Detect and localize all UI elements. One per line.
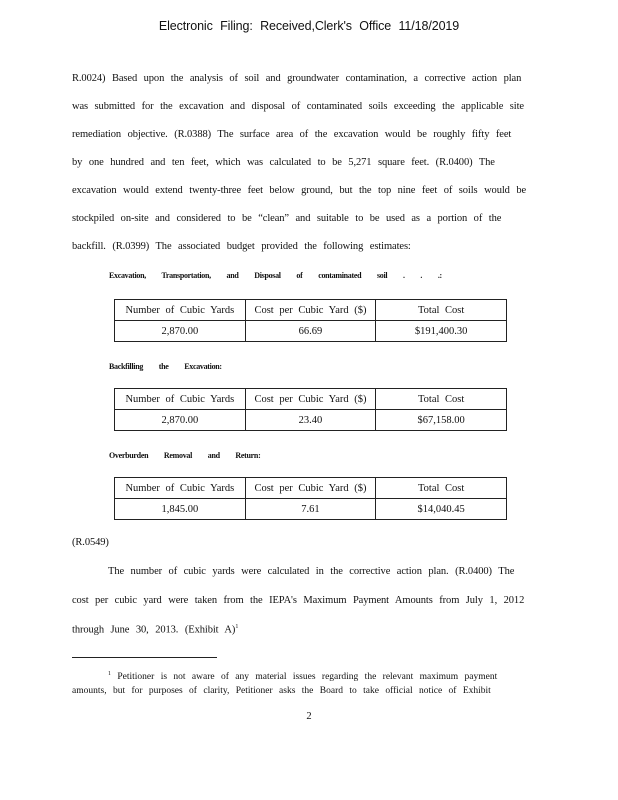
table-heading-backfilling: Backfilling the Excavation: bbox=[109, 362, 222, 371]
cost-table-excavation bbox=[114, 299, 507, 342]
table-cell: 2,870.00 bbox=[115, 410, 246, 431]
closing-line-text: through June 30, 2013. (Exhibit A) bbox=[72, 624, 236, 636]
cost-table-overburden bbox=[114, 477, 507, 520]
table-header-row bbox=[115, 300, 507, 321]
table-heading-excavation: Excavation, Transportation, and Disposal of contaminated soil . . .: bbox=[109, 271, 442, 280]
filing-stamp-header: Electronic Filing: Received,Clerk's Office 11/18/2019 bbox=[158, 19, 460, 33]
cost-table-backfilling bbox=[114, 388, 507, 431]
footnote-line: amounts, but for purposes of clarity, Petitioner asks the Board to take official notice of Exhibit bbox=[72, 686, 491, 696]
column-header: Total Cost bbox=[376, 300, 507, 321]
body-line: stockpiled on-site and considered to be “clean” and suitable to be used as a portion of the bbox=[72, 213, 502, 224]
column-header: Total Cost bbox=[376, 389, 507, 410]
body-line: by one hundred and ten feet, which was calculated to be 5,271 square feet. (R.0400) The bbox=[72, 157, 495, 168]
table-row bbox=[115, 410, 507, 431]
column-header: Cost per Cubic Yard ($) bbox=[245, 478, 376, 499]
footnote-divider bbox=[72, 657, 217, 658]
column-header: Cost per Cubic Yard ($) bbox=[245, 389, 376, 410]
closing-line: The number of cubic yards were calculated in the corrective action plan. (R.0400) The bbox=[108, 566, 515, 577]
body-line: was submitted for the excavation and disposal of contaminated soils exceeding the applicable site bbox=[72, 101, 524, 112]
column-header: Number of Cubic Yards bbox=[115, 389, 246, 410]
closing-line: cost per cubic yard were taken from the IEPA's Maximum Payment Amounts from July 1, 2012 bbox=[72, 595, 525, 606]
record-citation: (R.0549) bbox=[72, 537, 109, 548]
table-cell: 1,845.00 bbox=[115, 499, 246, 520]
column-header: Number of Cubic Yards bbox=[115, 478, 246, 499]
body-line: R.0024) Based upon the analysis of soil and groundwater contamination, a corrective action plan bbox=[72, 73, 522, 84]
footnote-line bbox=[108, 671, 497, 682]
table-cell: 66.69 bbox=[245, 321, 376, 342]
footnote-marker: 1 bbox=[108, 671, 111, 677]
table-heading-overburden: Overburden Removal and Return: bbox=[109, 451, 261, 460]
footnote-reference: 1 bbox=[235, 624, 239, 630]
table-header-row bbox=[115, 478, 507, 499]
body-line: backfill. (R.0399) The associated budget provided the following estimates: bbox=[72, 241, 411, 252]
table-cell: $67,158.00 bbox=[376, 410, 507, 431]
table-cell: 23.40 bbox=[245, 410, 376, 431]
closing-line bbox=[72, 624, 238, 636]
table-cell: 7.61 bbox=[245, 499, 376, 520]
column-header: Cost per Cubic Yard ($) bbox=[245, 300, 376, 321]
body-line: remediation objective. (R.0388) The surface area of the excavation would be roughly fifty feet bbox=[72, 129, 512, 140]
column-header: Number of Cubic Yards bbox=[115, 300, 246, 321]
table-cell: $14,040.45 bbox=[376, 499, 507, 520]
table-row bbox=[115, 499, 507, 520]
table-cell: 2,870.00 bbox=[115, 321, 246, 342]
table-header-row bbox=[115, 389, 507, 410]
footnote-text: Petitioner is not aware of any material issues regarding the relevant maximum payment bbox=[117, 672, 498, 683]
table-cell: $191,400.30 bbox=[376, 321, 507, 342]
column-header: Total Cost bbox=[376, 478, 507, 499]
table-row bbox=[115, 321, 507, 342]
body-line: excavation would extend twenty-three feet below ground, but the top nine feet of soils would be bbox=[72, 185, 527, 196]
page-number: 2 bbox=[306, 711, 312, 722]
